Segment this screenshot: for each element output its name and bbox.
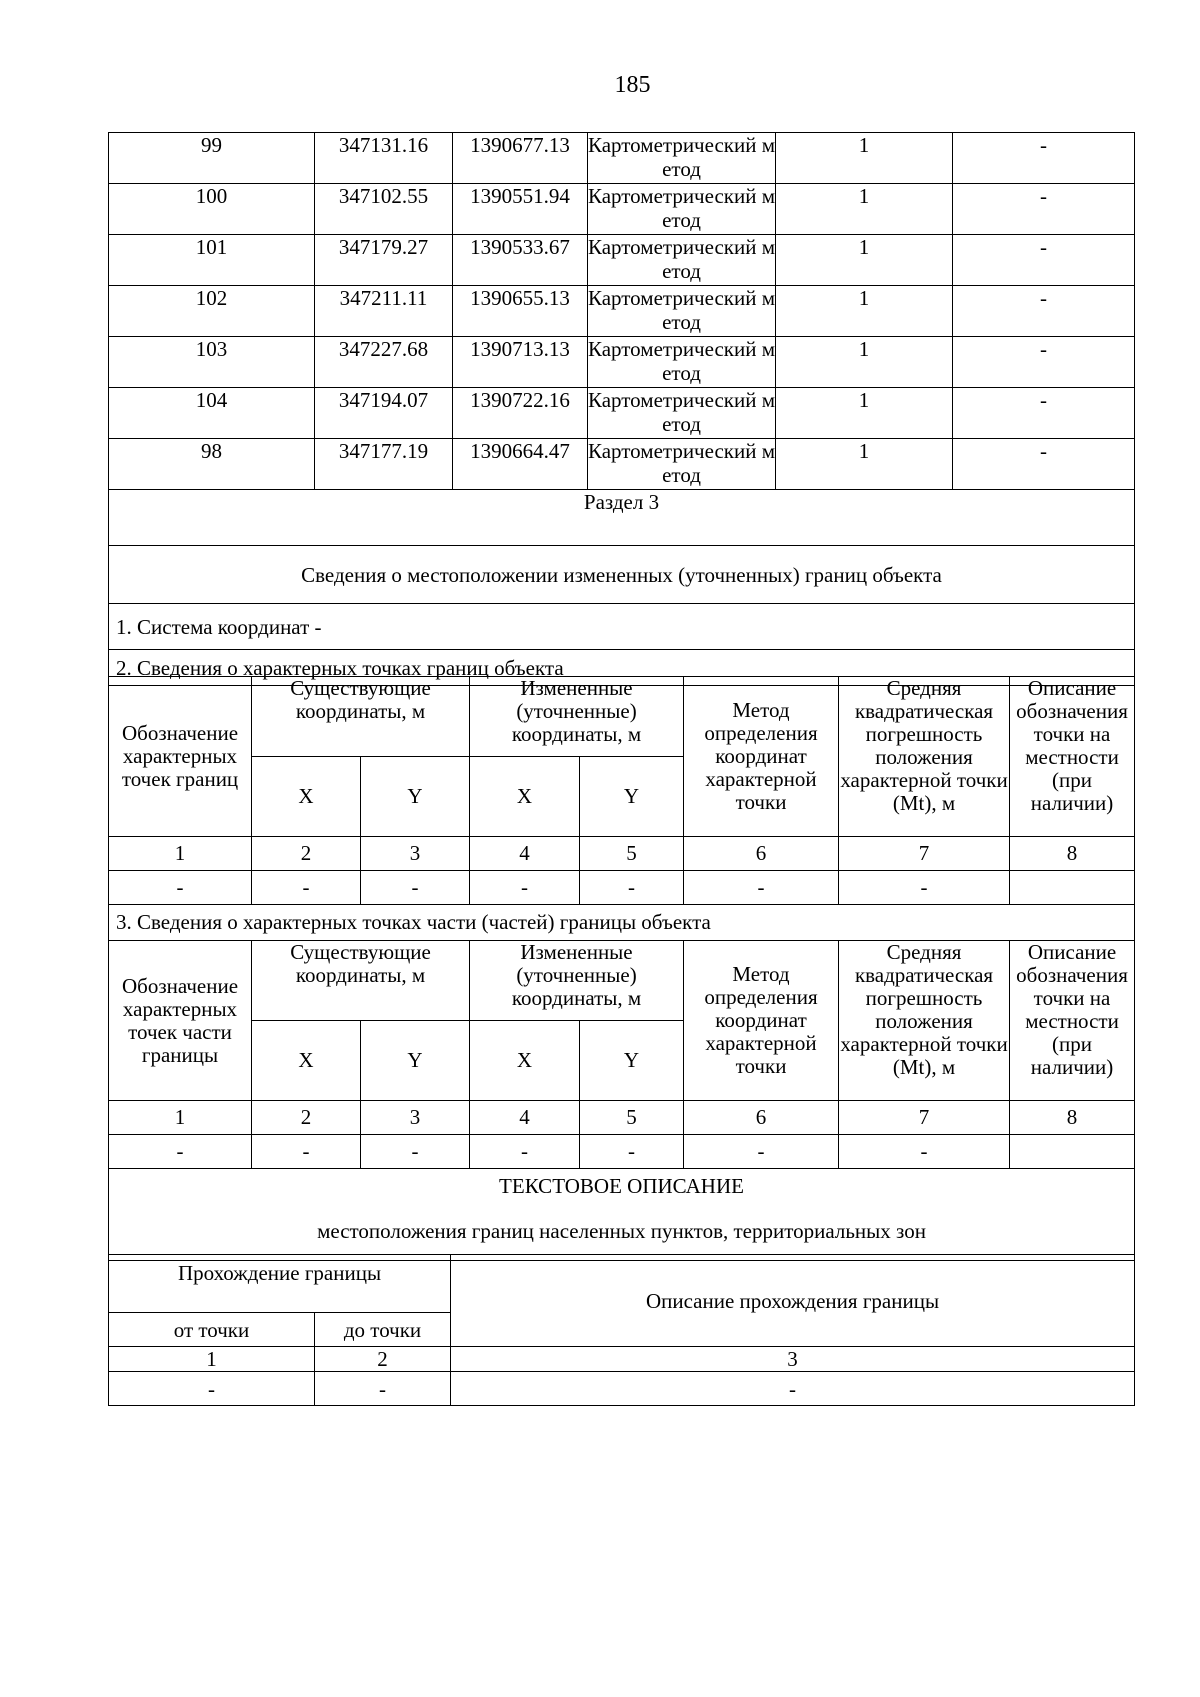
column-number-cell: 8 xyxy=(1010,1101,1135,1135)
header-changed-coords: Измененные (уточненные) координаты, м xyxy=(470,677,684,757)
text-description-block xyxy=(109,1169,1135,1261)
data-cell: - xyxy=(684,1135,839,1169)
method-cell: Картометрический метод xyxy=(588,388,776,439)
data-cell xyxy=(1010,1135,1135,1169)
data-cell: - xyxy=(109,871,252,905)
header-to-point: до точки xyxy=(315,1313,451,1347)
y-coordinate-cell: 1390533.67 xyxy=(453,235,588,286)
coordinate-row xyxy=(109,337,1135,388)
column-number-cell: 5 xyxy=(580,1101,684,1135)
data-cell: - xyxy=(252,1135,361,1169)
data-cell: - xyxy=(451,1372,1135,1406)
coordinate-row xyxy=(109,133,1135,184)
error-cell: 1 xyxy=(776,286,953,337)
boundary-passage-table xyxy=(108,1254,1135,1406)
description-cell: - xyxy=(953,286,1135,337)
point-number-cell: 102 xyxy=(109,286,315,337)
data-cell: - xyxy=(109,1135,252,1169)
column-number-cell: 6 xyxy=(684,837,839,871)
text-description-subtitle: местоположения границ населенных пунктов, территориальных зон xyxy=(317,1219,926,1243)
x-coordinate-cell: 347177.19 xyxy=(315,439,453,490)
point-number-cell: 100 xyxy=(109,184,315,235)
data-cell: - xyxy=(470,871,580,905)
header-y: Y xyxy=(361,757,470,837)
data-cell: - xyxy=(684,871,839,905)
description-cell: - xyxy=(953,184,1135,235)
header-y: Y xyxy=(580,757,684,837)
column-number-cell: 5 xyxy=(580,837,684,871)
header-x: X xyxy=(470,757,580,837)
method-cell: Картометрический метод xyxy=(588,337,776,388)
x-coordinate-cell: 347179.27 xyxy=(315,235,453,286)
description-cell: - xyxy=(953,133,1135,184)
coordinate-row xyxy=(109,286,1135,337)
method-cell: Картометрический метод xyxy=(588,286,776,337)
point-number-cell: 99 xyxy=(109,133,315,184)
error-cell: 1 xyxy=(776,133,953,184)
y-coordinate-cell: 1390722.16 xyxy=(453,388,588,439)
column-number-cell: 8 xyxy=(1010,837,1135,871)
column-number-cell: 7 xyxy=(839,1101,1010,1135)
x-coordinate-cell: 347211.11 xyxy=(315,286,453,337)
page-number: 185 xyxy=(614,72,651,98)
header-description: Описание обозначения точки на местности (при наличии) xyxy=(1010,677,1135,837)
description-cell: - xyxy=(953,337,1135,388)
error-cell: 1 xyxy=(776,388,953,439)
part-table-title: 3. Сведения о характерных точках части (частей) границы объекта xyxy=(109,905,1135,941)
column-number-cell: 2 xyxy=(252,837,361,871)
data-cell: - xyxy=(361,1135,470,1169)
points-table-title: 2. Сведения о характерных точках границ объекта xyxy=(109,650,1135,686)
error-cell: 1 xyxy=(776,235,953,286)
column-number-cell: 4 xyxy=(470,837,580,871)
data-cell: - xyxy=(252,871,361,905)
point-number-cell: 101 xyxy=(109,235,315,286)
header-from-point: от точки xyxy=(109,1313,315,1347)
x-coordinate-cell: 347194.07 xyxy=(315,388,453,439)
point-number-cell: 103 xyxy=(109,337,315,388)
column-number-cell: 2 xyxy=(252,1101,361,1135)
coord-system-label: 1. Система координат - xyxy=(109,604,1135,650)
x-coordinate-cell: 347227.68 xyxy=(315,337,453,388)
header-error: Средняя квадратическая погрешность положения характерной точки (Mt), м xyxy=(839,941,1010,1101)
coordinate-row xyxy=(109,388,1135,439)
header-method: Метод определения координат характерной точки xyxy=(684,677,839,837)
coordinates-table xyxy=(108,132,1135,686)
column-number-cell: 3 xyxy=(361,1101,470,1135)
column-number-cell: 1 xyxy=(109,837,252,871)
header-designation: Обозначение характерных точек границ xyxy=(109,677,252,837)
coordinate-row xyxy=(109,235,1135,286)
header-y: Y xyxy=(580,1021,684,1101)
y-coordinate-cell: 1390677.13 xyxy=(453,133,588,184)
header-passage: Прохождение границы xyxy=(109,1255,451,1313)
x-coordinate-cell: 347131.16 xyxy=(315,133,453,184)
header-changed-coords: Измененные (уточненные) координаты, м xyxy=(470,941,684,1021)
column-number-cell: 3 xyxy=(361,837,470,871)
description-cell: - xyxy=(953,235,1135,286)
error-cell: 1 xyxy=(776,337,953,388)
description-cell: - xyxy=(953,388,1135,439)
header-existing-coords: Существующие координаты, м xyxy=(252,941,470,1021)
coordinate-row xyxy=(109,184,1135,235)
section-subtitle: Сведения о местоположении измененных (уточненных) границ объекта xyxy=(109,546,1135,604)
method-cell: Картометрический метод xyxy=(588,133,776,184)
point-number-cell: 104 xyxy=(109,388,315,439)
points-table xyxy=(108,676,1135,1261)
section-title: Раздел 3 xyxy=(109,490,1135,546)
header-x: X xyxy=(470,1021,580,1101)
column-number-cell: 4 xyxy=(470,1101,580,1135)
data-cell: - xyxy=(361,871,470,905)
header-method: Метод определения координат характерной точки xyxy=(684,941,839,1101)
text-description-title: ТЕКСТОВОЕ ОПИСАНИЕ xyxy=(499,1174,744,1198)
data-cell xyxy=(1010,871,1135,905)
coordinate-row xyxy=(109,439,1135,490)
description-cell: - xyxy=(953,439,1135,490)
header-passage-description: Описание прохождения границы xyxy=(451,1255,1135,1347)
y-coordinate-cell: 1390664.47 xyxy=(453,439,588,490)
header-existing-coords: Существующие координаты, м xyxy=(252,677,470,757)
header-description: Описание обозначения точки на местности (при наличии) xyxy=(1010,941,1135,1101)
y-coordinate-cell: 1390551.94 xyxy=(453,184,588,235)
data-cell: - xyxy=(470,1135,580,1169)
data-cell: - xyxy=(839,871,1010,905)
header-x: X xyxy=(252,1021,361,1101)
x-coordinate-cell: 347102.55 xyxy=(315,184,453,235)
column-number-cell: 1 xyxy=(109,1347,315,1372)
point-number-cell: 98 xyxy=(109,439,315,490)
column-number-cell: 2 xyxy=(315,1347,451,1372)
data-cell: - xyxy=(839,1135,1010,1169)
error-cell: 1 xyxy=(776,439,953,490)
header-y: Y xyxy=(361,1021,470,1101)
header-x: X xyxy=(252,757,361,837)
column-number-cell: 7 xyxy=(839,837,1010,871)
column-number-cell: 3 xyxy=(451,1347,1135,1372)
data-cell: - xyxy=(580,1135,684,1169)
method-cell: Картометрический метод xyxy=(588,184,776,235)
y-coordinate-cell: 1390713.13 xyxy=(453,337,588,388)
data-cell: - xyxy=(109,1372,315,1406)
y-coordinate-cell: 1390655.13 xyxy=(453,286,588,337)
error-cell: 1 xyxy=(776,184,953,235)
header-designation: Обозначение характерных точек части границы xyxy=(109,941,252,1101)
data-cell: - xyxy=(315,1372,451,1406)
column-number-cell: 1 xyxy=(109,1101,252,1135)
header-error: Средняя квадратическая погрешность положения характерной точки (Mt), м xyxy=(839,677,1010,837)
data-cell: - xyxy=(580,871,684,905)
method-cell: Картометрический метод xyxy=(588,439,776,490)
method-cell: Картометрический метод xyxy=(588,235,776,286)
column-number-cell: 6 xyxy=(684,1101,839,1135)
